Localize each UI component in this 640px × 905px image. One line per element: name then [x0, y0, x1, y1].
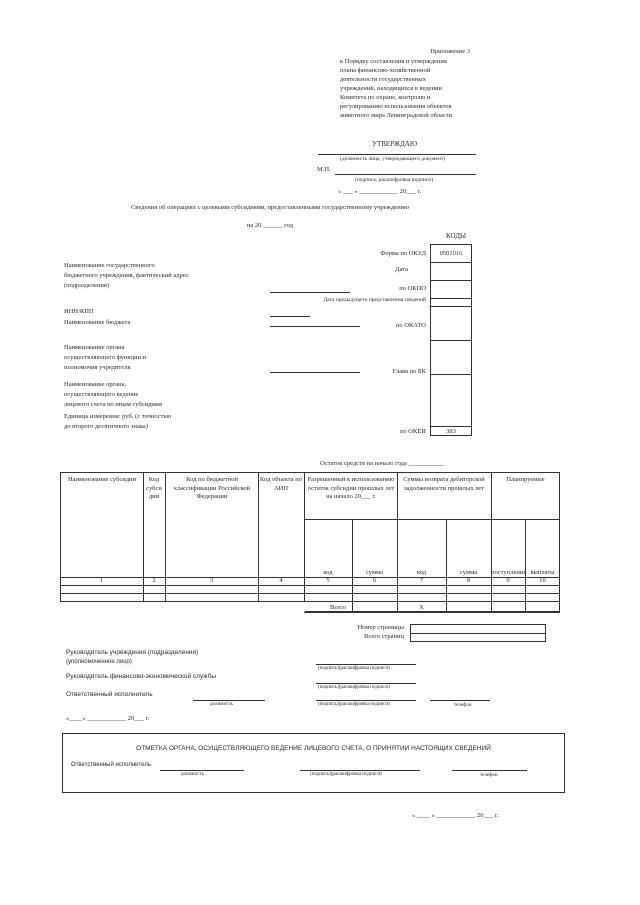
- mark-position-caption: должность: [181, 772, 204, 777]
- mark-executor-label: Ответственный исполнитель: [71, 762, 151, 768]
- col-number: 2: [152, 577, 156, 584]
- remainder-line: Остаток средств на начало года ___________: [320, 460, 445, 467]
- okud-value: 0501016: [439, 250, 463, 257]
- date-label: Дата: [395, 266, 408, 273]
- appendix-line: Комитета по охране, контролю и: [340, 94, 431, 101]
- col-remainder-header: Разрешенный к использованию остаток субсидии прошлых лет на начало 20___ г.: [307, 476, 395, 500]
- pages-total-label: Всего страниц: [364, 633, 404, 640]
- executor-position-line: [193, 700, 265, 701]
- year-line: на 20 ______ год: [246, 222, 294, 229]
- mark-sign-line: [300, 770, 420, 771]
- mark-phone-caption: телефон: [480, 773, 498, 778]
- col-line: [165, 472, 166, 612]
- okpo-label: по ОКПО: [399, 285, 426, 292]
- prev-date-label: Дата предыдущего представления сведений: [323, 297, 426, 303]
- field-label: Наименование государственного: [64, 262, 155, 269]
- codes-header: КОДЫ: [446, 232, 467, 240]
- signature-caption: (подпись, расшифровка подписи): [355, 177, 434, 183]
- codes-divider: [430, 298, 472, 299]
- bk-label: Глава по БК: [392, 368, 426, 375]
- head-sign-caption: (подпись)(расшифровка подписи): [318, 666, 390, 671]
- col-number: 3: [209, 577, 214, 584]
- total-mark: X: [419, 604, 424, 611]
- inn-label: ИНН/КПП: [64, 308, 94, 315]
- appendix-line: учреждений, находящихся в ведении: [340, 85, 442, 92]
- field-label: осуществляющего ведение: [64, 391, 139, 398]
- approval-date: « ___ » ____________ 20___ г.: [338, 188, 422, 195]
- col-number: 7: [419, 577, 424, 584]
- executor-position-caption: должность: [210, 702, 233, 707]
- organ-line: [270, 372, 360, 373]
- field-label: бюджетного учреждения, фактический адрес: [64, 272, 189, 279]
- codes-divider: [430, 340, 472, 341]
- col-number: 1: [99, 577, 104, 584]
- appendix-line: плана финансово-хозяйственной: [340, 67, 431, 74]
- col-return-header: Суммы возврата дебиторской задолженности прошлых лет: [403, 476, 485, 492]
- codes-divider: [430, 374, 472, 375]
- col-line: [352, 519, 353, 612]
- budget-label: Наименование бюджета: [64, 319, 131, 326]
- field-label: до второго десятичного знака): [64, 423, 148, 430]
- field-label: лицевого счета по иным субсидиям: [64, 401, 163, 408]
- institution-line: [270, 292, 350, 293]
- signature-line: [335, 174, 476, 175]
- sub-sum-2: сумма: [459, 569, 478, 576]
- col-number: 9: [506, 577, 510, 584]
- col-number: 5: [326, 577, 330, 584]
- sub-receipts: поступления: [491, 569, 527, 576]
- okei-value: 383: [446, 428, 456, 435]
- phone-line: [430, 700, 490, 701]
- subheader-line: [304, 519, 560, 520]
- mp-label: М.П.: [317, 166, 331, 173]
- mark-box-title: ОТМЕТКА ОРГАНА, ОСУЩЕСТВЛЯЮЩЕГО ВЕДЕНИЕ ЛИЦЕВОГО СЧЕТА, О ПРИНЯТИИ НАСТОЯЩИХ СВЕДЕНИЙ: [136, 745, 491, 752]
- finance-sign-caption: (подпись)(расшифровка подписи): [318, 685, 390, 690]
- total-label: Всего: [330, 604, 346, 611]
- col-number: 4: [279, 577, 283, 584]
- executor-sign-caption: (подпись)(расшифровка подписи): [318, 702, 390, 707]
- budget-line: [270, 326, 360, 327]
- col-line: [397, 472, 398, 612]
- field-label: Единица измерения: руб. (с точностью: [64, 413, 172, 420]
- mark-phone-line: [452, 770, 527, 771]
- okud-label: Форма по ОКУД: [380, 250, 426, 257]
- phone-caption: телефон: [454, 703, 472, 708]
- col-number: 10: [539, 577, 546, 584]
- sub-payments: выплаты: [530, 569, 555, 576]
- mark-position-line: [160, 770, 244, 771]
- codes-divider: [430, 280, 472, 281]
- okei-label: по ОКЕИ: [399, 428, 426, 435]
- inn-line: [270, 316, 310, 317]
- position-line: [318, 154, 476, 155]
- sub-sum: сумма: [365, 569, 384, 576]
- col-line: [304, 472, 305, 612]
- executor-sign-line: [316, 700, 416, 701]
- executor-label: Ответственный исполнитель: [66, 691, 153, 698]
- signature-date: «____» ____________ 20___ г.: [66, 715, 150, 722]
- appendix-line: деятельности государственных: [340, 76, 427, 83]
- sub-code: код: [323, 569, 333, 576]
- col-line: [446, 519, 447, 612]
- document-title: Сведения об операциях с целевыми субсидиями, предоставленными государственному учреждению: [130, 204, 410, 211]
- field-label: осуществляющего функции и: [64, 354, 147, 361]
- position-caption: (должность лица, утверждающего документ): [340, 156, 446, 162]
- okato-label: по ОКАТО: [395, 322, 426, 329]
- col-planned-header: Планируемые: [506, 476, 545, 483]
- appendix-title: Приложение 3: [430, 48, 470, 55]
- field-label: (подразделения): [64, 282, 110, 289]
- col-number: 8: [466, 577, 471, 584]
- field-label: полномочия учредителя: [64, 364, 131, 371]
- finance-sign-line: [316, 683, 416, 684]
- table-row-line: [60, 593, 560, 594]
- head-sublabel: (уполномоченное лицо): [66, 659, 132, 665]
- appendix-line: к Порядку составления и утверждения: [340, 58, 447, 65]
- field-label: Наименование органа: [64, 344, 125, 351]
- page-number-label: Номер страницы: [357, 624, 404, 631]
- pages-divider: [410, 633, 546, 634]
- col-name-header: Наименование субсидии: [67, 476, 137, 483]
- head-sign-line: [316, 664, 416, 665]
- col-line: [491, 472, 492, 612]
- codes-divider: [430, 306, 472, 307]
- approval-title: УТВЕРЖДАЮ: [372, 140, 418, 148]
- codes-divider: [430, 426, 472, 427]
- appendix-line: регулированию использования объектов: [340, 103, 452, 110]
- total-row-mask: [59, 602, 305, 613]
- sub-code-2: код: [416, 569, 427, 576]
- bottom-date: « ____ » ____________ 20___ г.: [412, 812, 499, 819]
- col-line: [258, 472, 259, 612]
- head-label: Руководитель учреждения (подразделения): [66, 649, 199, 656]
- col-line: [525, 519, 526, 612]
- col-number: 6: [372, 577, 377, 584]
- col-aip-header: Код объекта по АИП: [260, 476, 302, 492]
- codes-divider: [430, 262, 472, 263]
- col-bk-header: Код по бюджетной классификации Российской Федерации: [173, 476, 251, 500]
- appendix-line: животного мира Ленинградской области: [340, 112, 453, 119]
- field-label: Наименование органа,: [64, 381, 127, 388]
- finance-label: Руководитель финансово-экономической службы: [66, 673, 217, 680]
- mark-sign-caption: (подпись)(расшифровка подписи): [310, 772, 382, 777]
- col-code-header: Код субси дии: [146, 476, 162, 500]
